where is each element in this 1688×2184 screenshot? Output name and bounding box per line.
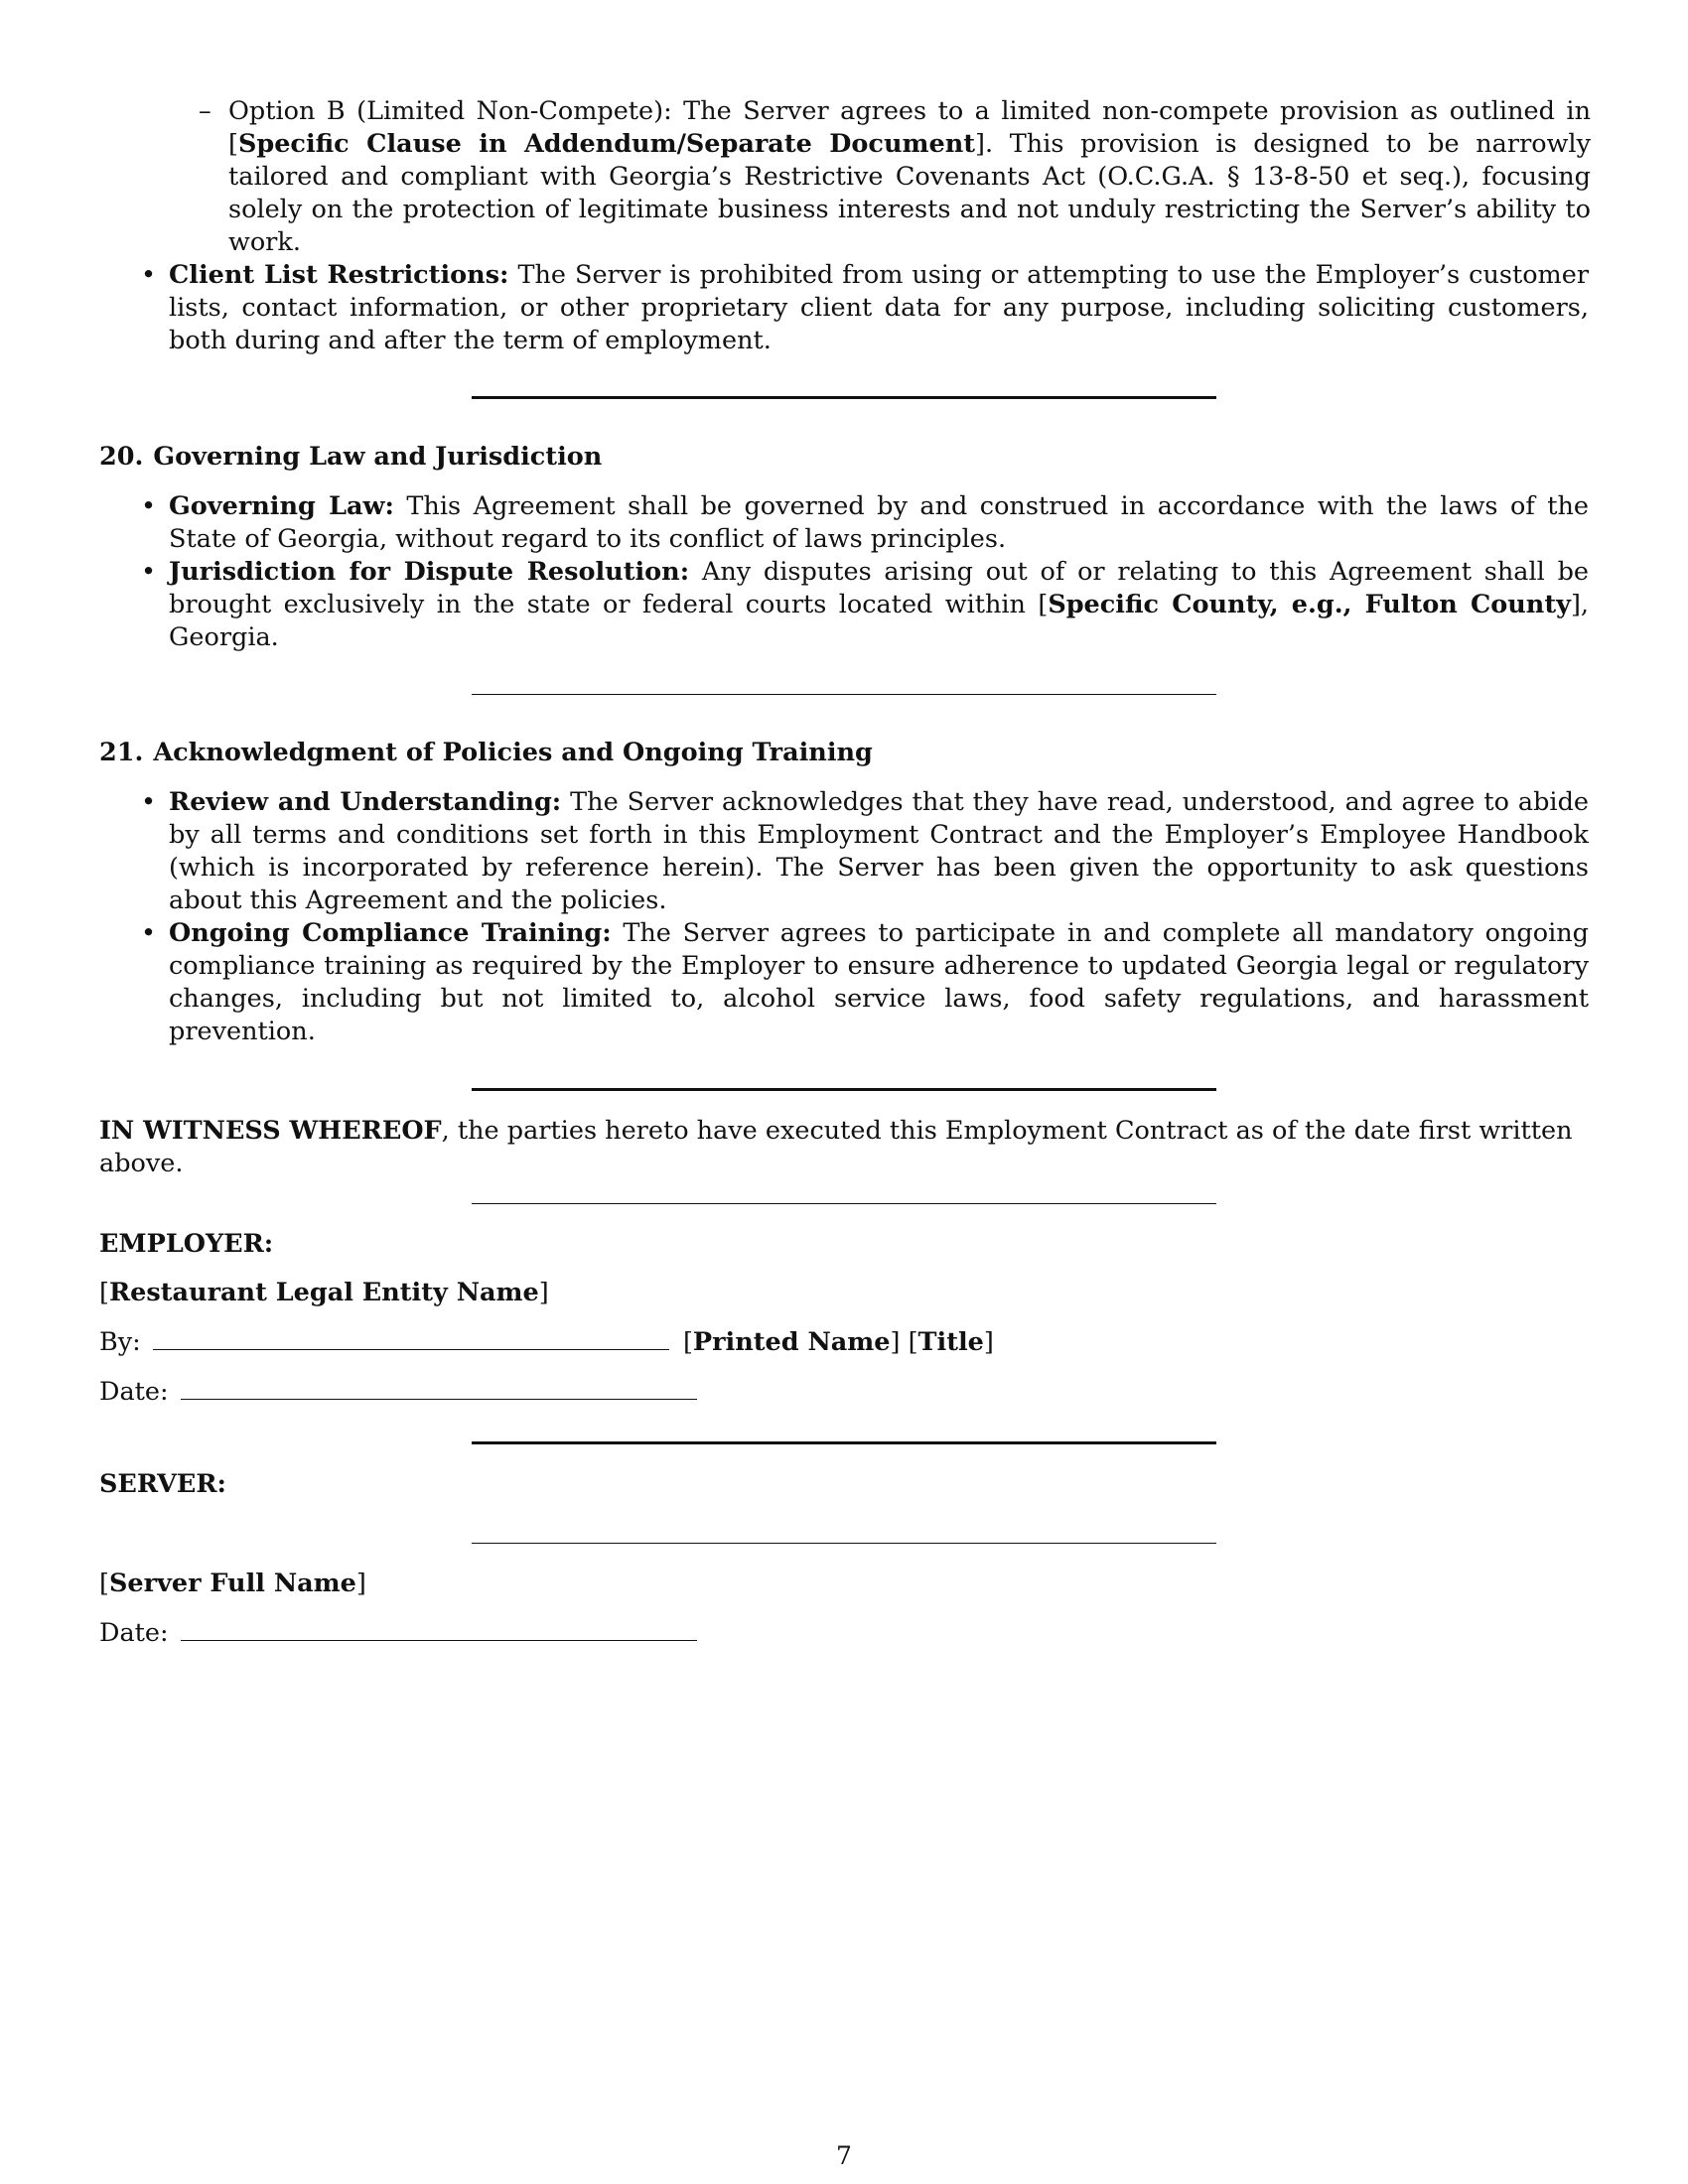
training-label: Ongoing Compliance Training: [169,918,612,948]
governing-law-label: Governing Law: [169,491,394,521]
option-b-lead: Option B (Limited Non-Compete): The Server agrees to a limited non-compete provision as outlined in [ [228,96,1591,159]
list-item [141,556,1589,654]
by-label: By: [99,1327,141,1357]
section-21-list [99,786,1589,1048]
option-b-bold: Specific Clause in Addendum/Separate Document [237,129,976,159]
date-label: Date: [99,1618,169,1648]
witness-bold: IN WITNESS WHEREOF [99,1116,442,1146]
jurisdiction-tail: ], Georgia. [169,590,1589,652]
option-b-paragraph [199,95,1591,259]
client-list-label: Client List Restrictions: [169,260,509,290]
governing-law-text: This Agreement shall be governed by and construed in accordance with the laws of the State of Georgia, without regard to its conflict of laws principles. [169,491,1589,554]
bullet-marker: • [141,787,157,817]
employer-by-line: By: [Printed Name] [Title] [99,1327,994,1357]
employer-signature-line[interactable] [153,1325,669,1350]
employer-date-line [99,1375,1589,1409]
list-item [141,917,1589,1048]
divider [472,396,1216,399]
server-date-line [99,1616,1589,1650]
review-label: Review and Understanding: [169,787,562,817]
divider [472,694,1216,695]
list-item [141,490,1589,556]
server-heading: SERVER: [99,1469,226,1499]
bullet-marker: • [141,918,157,948]
printed-name: Printed Name [692,1327,891,1357]
client-list-bullets [99,259,1589,357]
bullet-marker: • [141,491,157,521]
jurisdiction-county: Specific County, e.g., Fulton County [1048,590,1571,619]
server-signature-line[interactable] [472,1543,1216,1544]
jurisdiction-label: Jurisdiction for Dispute Resolution: [169,557,690,587]
server-date-field[interactable] [181,1616,697,1641]
employer-date-field[interactable] [181,1375,697,1400]
bullet-marker: • [141,557,157,587]
list-item [141,259,1590,357]
title-field: Title [917,1327,984,1357]
training-text: The Server agrees to participate in and complete all mandatory ongoing compliance training as required by the Employer to ensure adherence to updated Georgia legal or regulatory changes, including but not limited to, alcohol service laws, food safety regulations, and harassment prevention. [169,918,1589,1046]
divider [472,1088,1216,1091]
bullet-marker: • [141,260,157,290]
option-b-tail: ]. This provision is designed to be narrowly tailored and compliant with Georgia’s Restrictive Covenants Act (O.C.G.A. § 13-8-50 et seq.), focusing solely on the protection of legitimate business interests and not unduly restricting the Server’s ability to work. [228,129,1591,257]
employer-entity: [Restaurant Legal Entity Name] [99,1278,549,1307]
witness-text: , the parties hereto have executed this Employment Contract as of the date first written above. [99,1116,1573,1178]
divider [472,1203,1216,1204]
jurisdiction-text: Any disputes arising out of or relating to this Agreement shall be brought exclusively in the state or federal courts located within [ [169,557,1589,619]
employer-heading: EMPLOYER: [99,1229,274,1259]
divider [472,1441,1216,1444]
witness-statement [99,1115,1589,1180]
document-page [99,95,1589,1650]
review-text: The Server acknowledges that they have read, understood, and agree to abide by all terms and conditions set forth in this Employment Contract and the Employer’s Employee Handbook (which is incorporated by reference herein). The Server has been given the opportunity to ask questions about this Agreement and the policies. [169,787,1589,915]
server-name: [Server Full Name] [99,1569,366,1598]
section-20-list [99,490,1589,654]
client-list-text: The Server is prohibited from using or attempting to use the Employer’s customer lists, contact information, or other proprietary client data for any purpose, including soliciting customers, both during and after the term of employment. [169,260,1590,355]
page-number: 7 [836,2141,852,2170]
date-label: Date: [99,1377,169,1407]
list-item [141,786,1589,917]
section-20-heading: 20. Governing Law and Jurisdiction [99,442,603,472]
section-21-heading: 21. Acknowledgment of Policies and Ongoing Training [99,738,873,767]
dash-marker: – [199,96,211,126]
